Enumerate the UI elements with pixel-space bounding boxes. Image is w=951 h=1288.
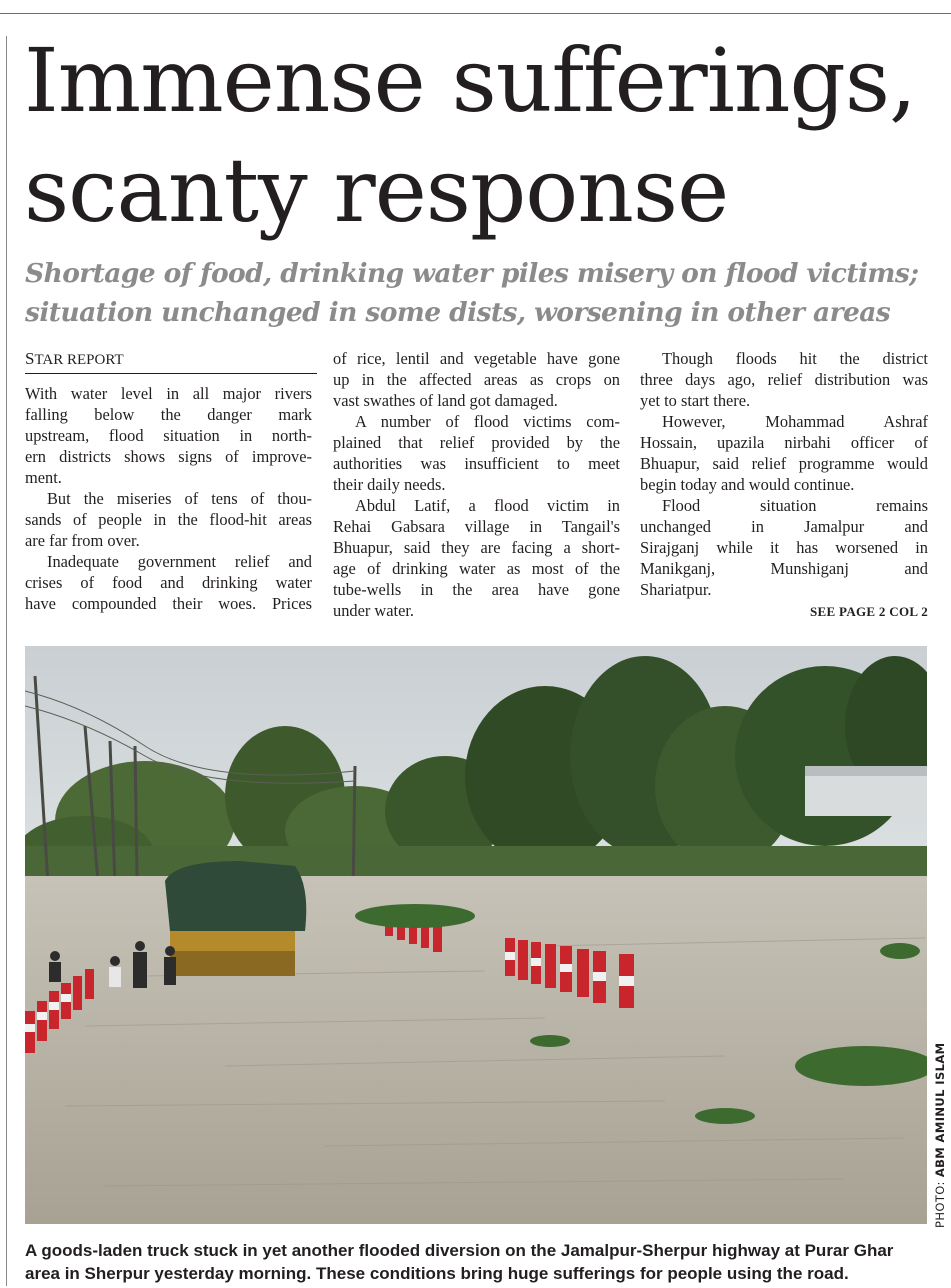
byline-text: TAR REPORT xyxy=(34,352,124,368)
text-line: have compounded their woes. Prices xyxy=(25,594,312,613)
text-line: of rice, lentil and vegetable have gone xyxy=(333,349,620,368)
subheadline-line: Shortage of food, drinking water piles misery on flood victims; xyxy=(25,258,919,289)
text-line: yet to start there. xyxy=(640,391,751,410)
text-line: With water level in all major rivers xyxy=(25,384,312,403)
photo-credit-name: ABM AMINUL ISLAM xyxy=(933,1042,947,1178)
text-line: A number of flood victims com- xyxy=(355,412,620,431)
text-line: sands of people in the flood-hit areas xyxy=(25,510,312,529)
caption-line: area in Sherpur yesterday morning. These conditions bring huge sufferings for people using the road. xyxy=(25,1264,849,1283)
text-line: Bhuapur, said they are facing a short- xyxy=(333,538,620,557)
headline-line: Immense sufferings, xyxy=(24,29,917,132)
text-line: Rehai Gabsara village in Tangail's xyxy=(333,517,620,536)
text-line: Hossain, upazila nirbahi officer of xyxy=(640,433,928,452)
text-line: Inadequate government relief and xyxy=(47,552,312,571)
text-line: their daily needs. xyxy=(333,475,446,494)
text-line: age of drinking water as most of the xyxy=(333,559,620,578)
text-line: vast swathes of land got damaged. xyxy=(333,391,558,410)
photo-credit-prefix: PHOTO: xyxy=(933,1177,947,1228)
text-line: ern districts shows signs of improve- xyxy=(25,447,312,466)
text-line: However, Mohammad Ashraf xyxy=(662,412,928,431)
article-column-3 xyxy=(640,348,928,600)
headline xyxy=(24,26,939,246)
caption-line: A goods-laden truck stuck in yet another flooded diversion on the Jamalpur-Sherpur highway at Purar Ghar xyxy=(25,1241,894,1260)
byline xyxy=(25,348,317,374)
text-line: Flood situation remains xyxy=(662,496,928,515)
text-line: Abdul Latif, a flood victim in xyxy=(355,496,620,515)
continuation-link[interactable]: SEE PAGE 2 COL 2 xyxy=(810,604,928,619)
text-line: Shariatpur. xyxy=(640,580,712,599)
text-line: Sirajganj while it has worsened in xyxy=(640,538,928,557)
byline-initial: S xyxy=(25,349,35,368)
text-line: But the miseries of tens of thou- xyxy=(47,489,312,508)
distant-building xyxy=(805,771,927,816)
text-line: tube-wells in the area have gone xyxy=(333,580,620,599)
text-line: Bhuapur, said relief programme would xyxy=(640,454,928,473)
headline-line: scanty response xyxy=(24,139,729,242)
photo-caption xyxy=(25,1239,930,1285)
subheadline-line: situation unchanged in some dists, worsening in other areas xyxy=(25,297,891,328)
top-rule xyxy=(0,13,951,14)
text-line: plained that relief provided by the xyxy=(333,433,620,452)
text-line: falling below the danger mark xyxy=(25,405,312,424)
text-line: crises of food and drinking water xyxy=(25,573,312,592)
text-line: Manikganj, Munshiganj and xyxy=(640,559,928,578)
text-line: Though floods hit the district xyxy=(662,349,928,368)
left-rule xyxy=(6,36,7,1286)
article-column-2 xyxy=(333,348,620,621)
photo-credit xyxy=(932,1038,948,1228)
article-column-1 xyxy=(25,383,312,614)
subheadline xyxy=(25,254,940,332)
stranded-truck xyxy=(165,861,306,976)
floodwater xyxy=(25,876,927,1224)
text-line: up in the affected areas as crops on xyxy=(333,370,620,389)
text-line: three days ago, relief distribution was xyxy=(640,370,928,389)
flood-photo xyxy=(25,646,927,1224)
text-line: begin today and would continue. xyxy=(640,475,855,494)
text-line: are far from over. xyxy=(25,531,140,550)
text-line: unchanged in Jamalpur and xyxy=(640,517,928,536)
text-line: under water. xyxy=(333,601,415,620)
text-line: upstream, flood situation in north- xyxy=(25,426,312,445)
text-line: authorities was insufficient to meet xyxy=(333,454,620,473)
text-line: ment. xyxy=(25,468,62,487)
